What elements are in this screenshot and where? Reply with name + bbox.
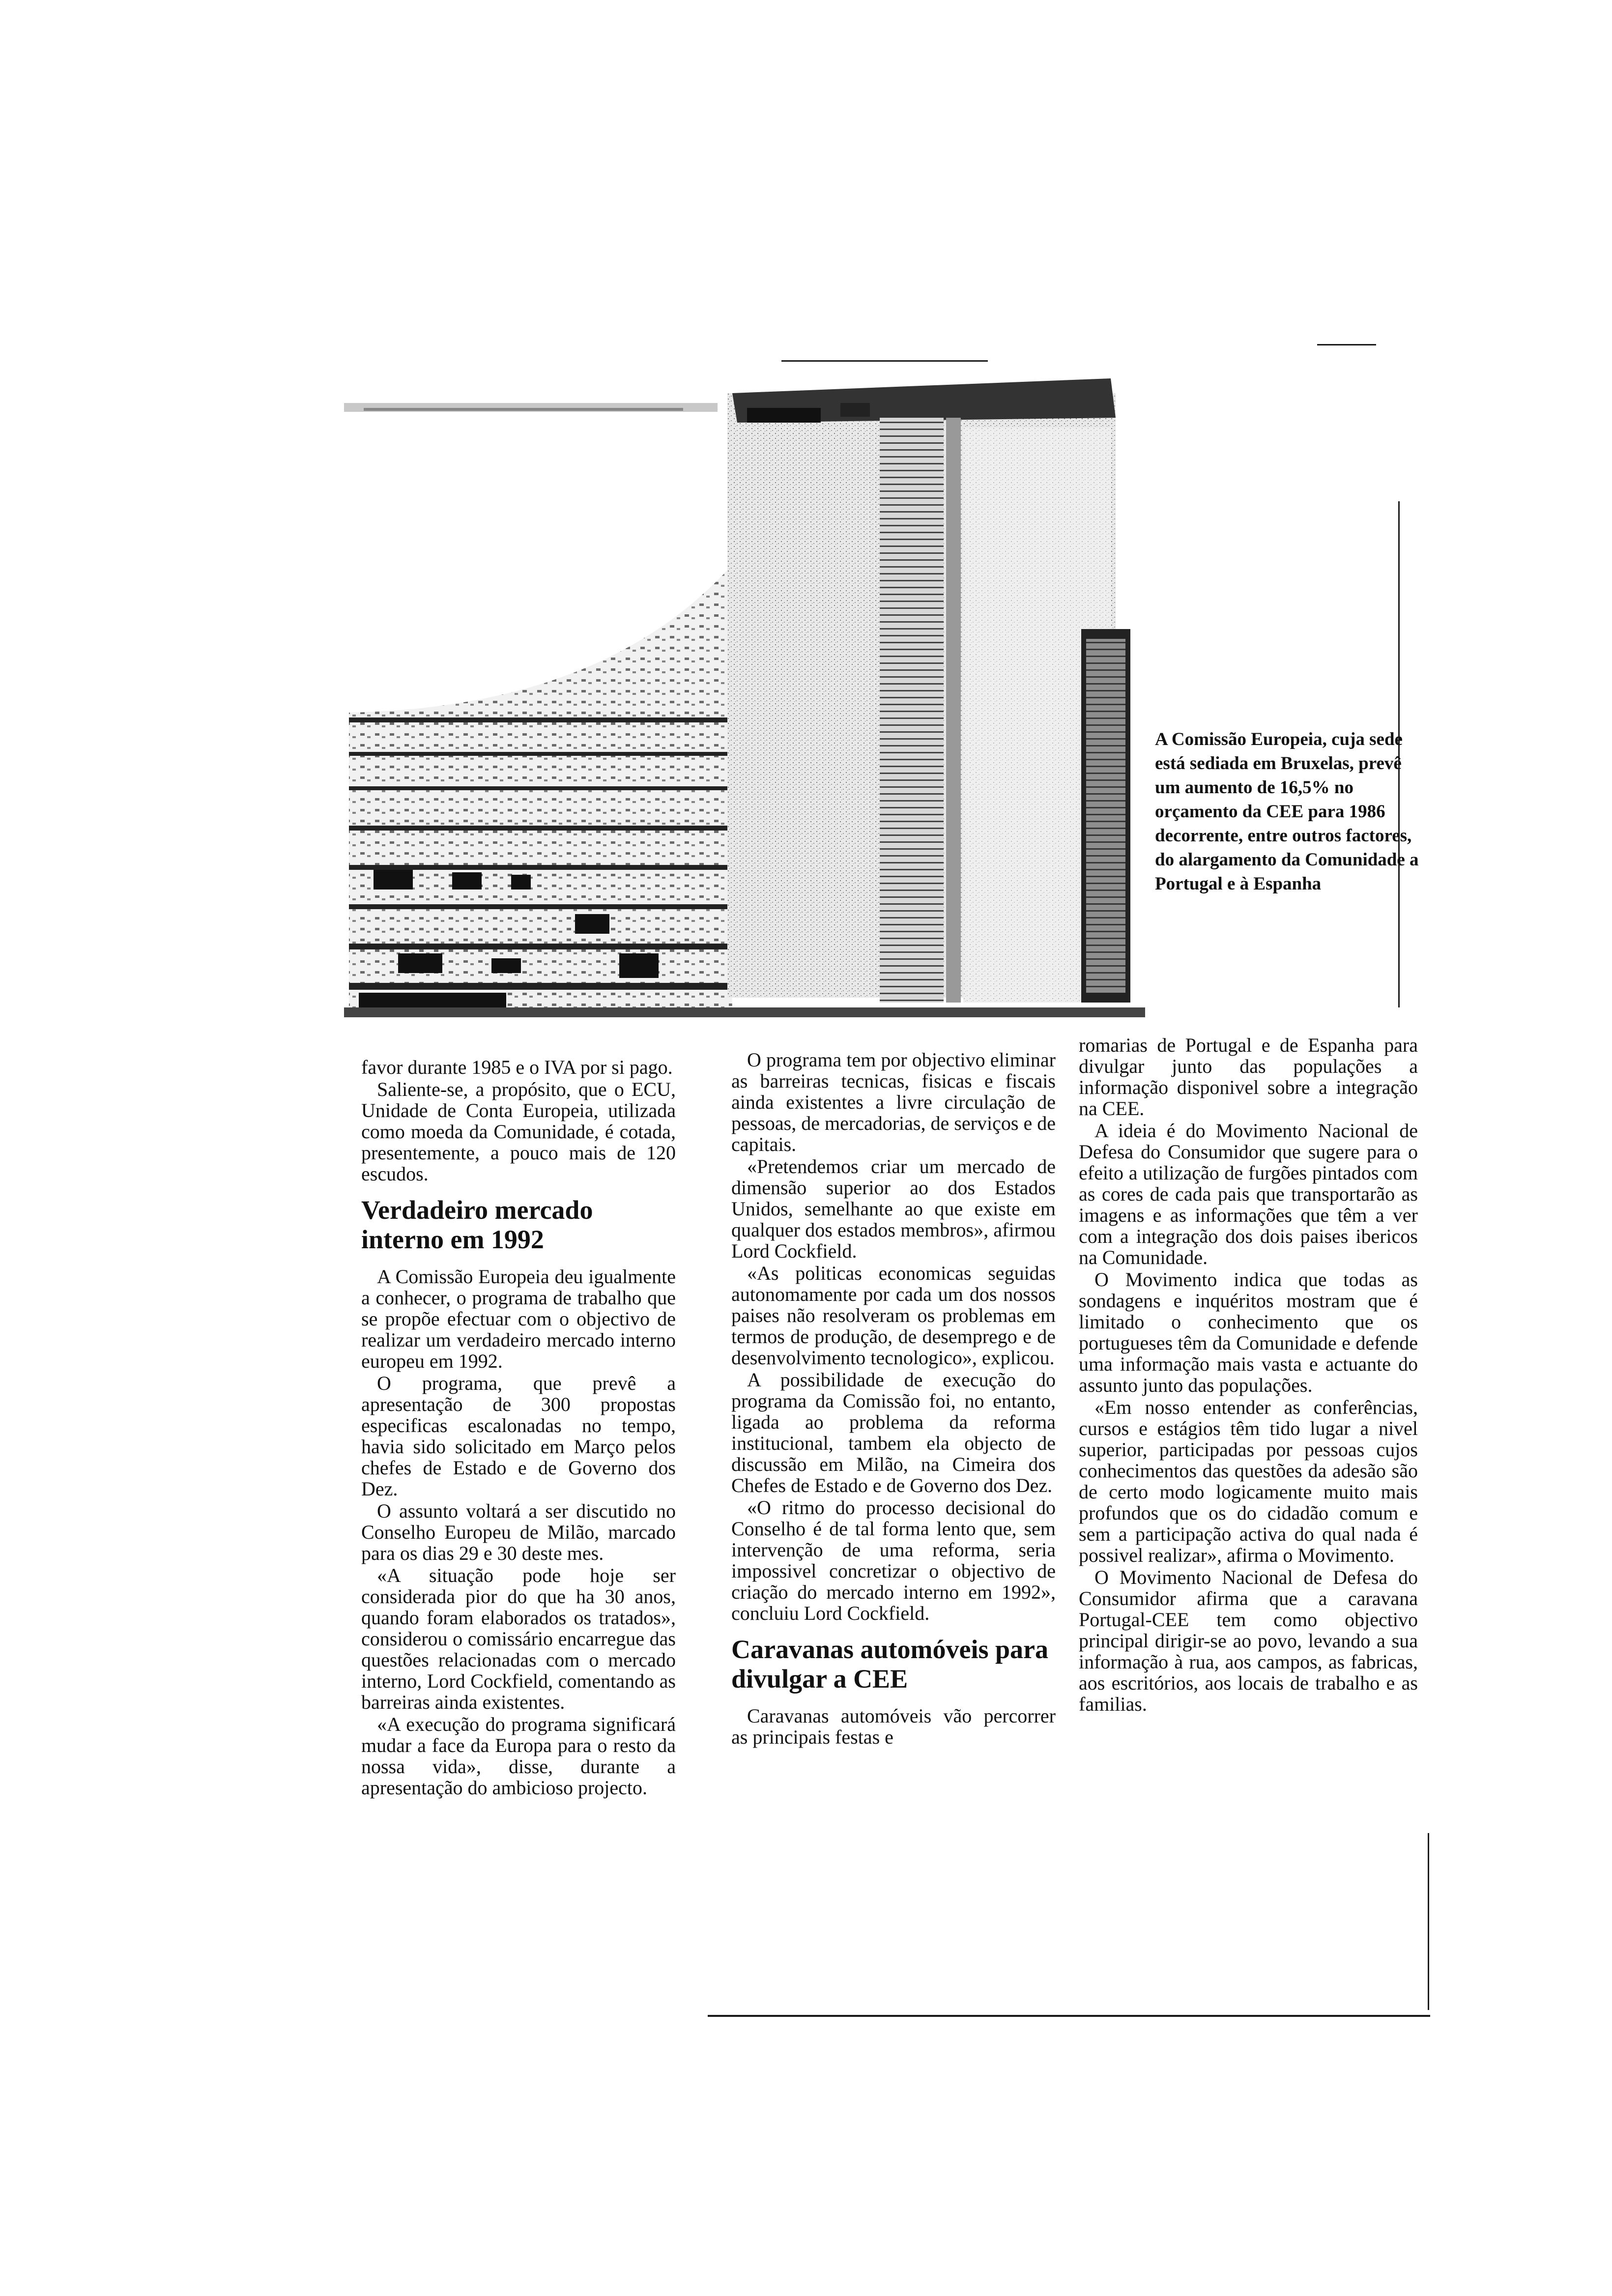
building-photo [344, 373, 1145, 1017]
paragraph: O assunto voltará a ser discutido no Conselho Europeu de Milão, marcado para os dias 29 e 30 deste mes. [361, 1500, 676, 1564]
paragraph: Caravanas automóveis vão percorrer as principais festas e [731, 1705, 1056, 1748]
article-column-3 [1079, 1034, 1418, 1716]
section-heading-mercado-interno: Verdadeiro mercado interno em 1992 [361, 1195, 593, 1254]
paragraph: O Movimento Nacional de Defesa do Consumidor afirma que a caravana Portugal-CEE tem como objectivo principal dirigir-se ao povo, levando a sua informação à rua, aos campos, as fabricas, aos escritórios, aos locais de trabalho e as familias. [1079, 1566, 1418, 1715]
bottom-rule [708, 2015, 1430, 2017]
paragraph: O programa, que prevê a apresentação de 300 propostas especificas escalonadas no tempo, havia sido solicitado em Março pelos chefes de Estado e de Governo dos Dez. [361, 1372, 676, 1500]
paragraph: A Comissão Europeia deu igualmente a conhecer, o programa de trabalho que se propõe efectuar com o objectivo de realizar um verdadeiro mercado interno europeu em 1992. [361, 1265, 676, 1372]
section-heading-caravanas: Caravanas automóveis para divulgar a CEE [731, 1635, 1048, 1693]
berlaymont-building-image [344, 373, 1145, 1017]
paragraph: «Em nosso entender as conferências, cursos e estágios têm tido lugar a nivel superior, participadas por pessoas cujos conhecimentos das questões da adesão são de certo modo logicamente muito mais profundos que os do cidadão comum e sem a participação activa do qual nada é possivel realizar», afirma o Movimento. [1079, 1396, 1418, 1566]
top-rule-right [1317, 344, 1376, 345]
paragraph: A ideia é do Movimento Nacional de Defesa do Consumidor que sugere para o efeito a utilização de furgões pintados com as cores de cada pais que transportarão as imagens e as informações que têm a ver com a integração dos dois paises ibericos na Comunidade. [1079, 1119, 1418, 1268]
top-rule-left [781, 360, 988, 362]
paragraph: romarias de Portugal e de Espanha para divulgar junto das populações a informação disponivel sobre a integração na CEE. [1079, 1034, 1418, 1119]
paragraph: A possibilidade de execução do programa da Comissão foi, no entanto, ligada ao problema da reforma institucional, tambem ela objecto de discussão em Milão, na Cimeira dos Chefes de Estado e de Governo dos Dez. [731, 1369, 1056, 1496]
paragraph: «As politicas economicas seguidas autonomamente por cada um dos nossos paises não resolveram os problemas em termos de produção, de desemprego e de desenvolvimento tecnologico», explicou. [731, 1262, 1056, 1369]
paragraph: O Movimento indica que todas as sondagens e inquéritos mostram que é limitado o conhecimento que os portugueses têm da Comunidade e defende uma informação mais vasta e actuante do assunto junto das populações. [1079, 1268, 1418, 1396]
article-column-2 [731, 1049, 1056, 1749]
paragraph: favor durante 1985 e o IVA por si pago. [361, 1056, 673, 1078]
paragraph: «Pretendemos criar um mercado de dimensão superior ao dos Estados Unidos, semelhante ao que existe em qualquer dos estados membros», afirmou Lord Cockfield. [731, 1155, 1056, 1262]
paragraph: «A situação pode hoje ser considerada pior do que ha 30 anos, quando foram elaborados os tratados», considerou o comissário encarregue das questões relacionadas com o mercado interno, Lord Cockfield, comentando as barreiras ainda existentes. [361, 1564, 676, 1713]
photo-caption: A Comissão Europeia, cuja sede está sediada em Bruxelas, prevê um aumento de 16,5% no orçamento da CEE para 1986 decorrente, entre outros factores, do alargamento da Comunidade a Portugal e à Espanha [1155, 729, 1419, 894]
paragraph: O programa tem por objectivo eliminar as barreiras tecnicas, fisicas e fiscais ainda existentes a livre circulação de pessoas, de mercadorias, de serviços e de capitais. [731, 1049, 1056, 1155]
article-column-1 [361, 1057, 676, 1799]
column-separator-rule [1428, 1833, 1429, 2010]
paragraph: «A execução do programa significará mudar a face da Europa para o resto da nossa vida», disse, durante a apresentação do ambicioso projecto. [361, 1713, 676, 1799]
paragraph: Saliente-se, a propósito, que o ECU, Unidade de Conta Europeia, utilizada como moeda da Comunidade, é cotada, presentemente, a pouco mais de 120 escudos. [361, 1078, 676, 1185]
paragraph: «O ritmo do processo decisional do Conselho é de tal forma lento que, sem intervenção de uma reforma, seria impossivel concretizar o objectivo de criação do mercado interno em 1992», concluiu Lord Cockfield. [731, 1496, 1056, 1624]
